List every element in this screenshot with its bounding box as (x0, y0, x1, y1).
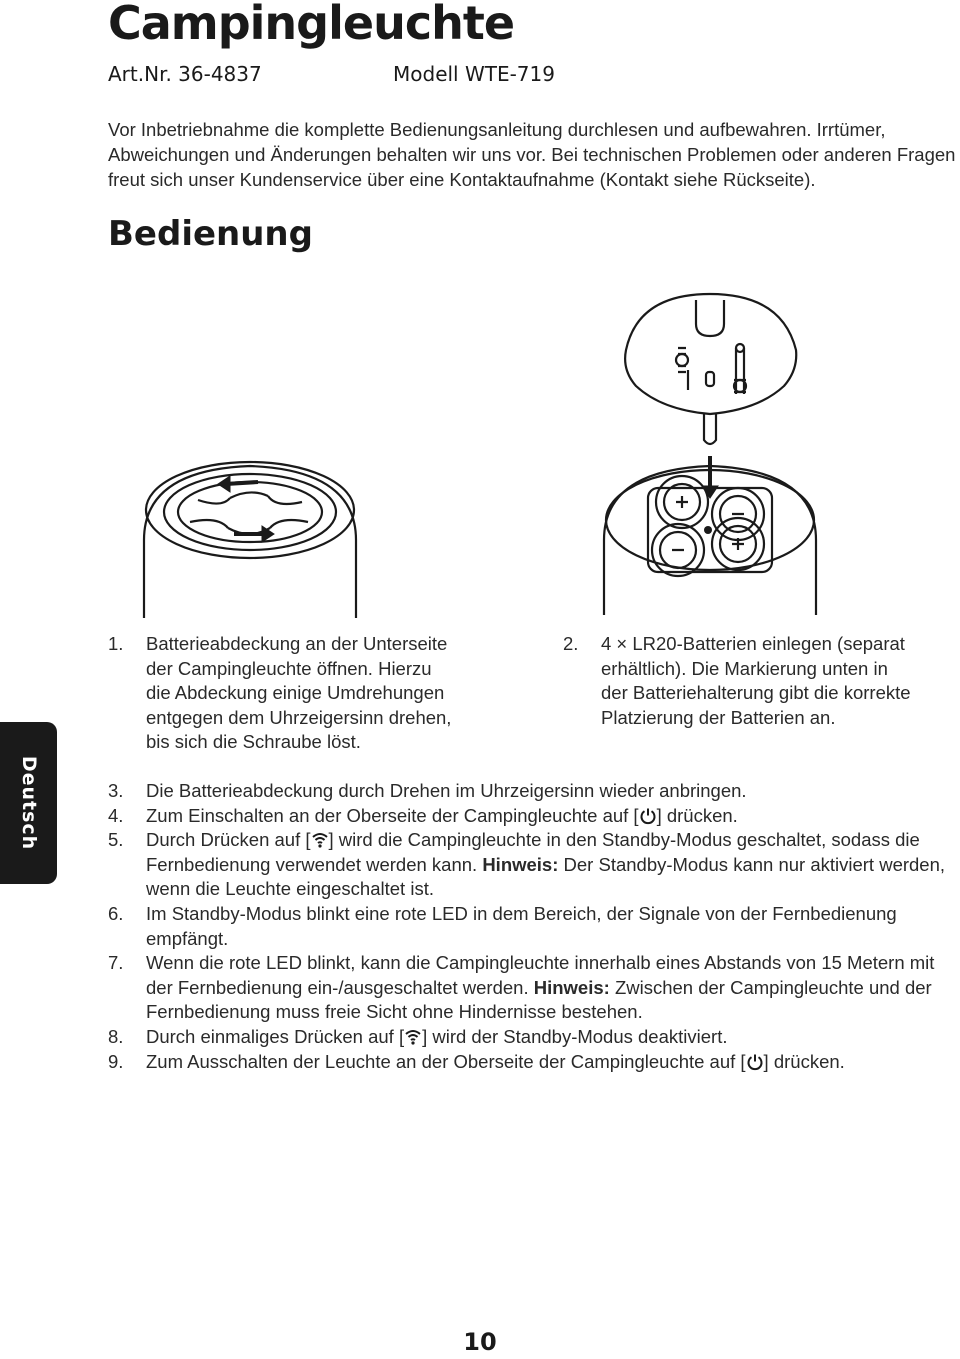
model-number: Modell WTE-719 (393, 62, 555, 86)
language-tab: Deutsch (0, 722, 57, 884)
list-item: 8. Durch einmaliges Drücken auf [ ] wird der Standby-Modus deaktiviert. (108, 1025, 728, 1047)
battery-cover-illustration (138, 448, 363, 618)
standby-wifi-icon (404, 1028, 422, 1046)
power-icon (746, 1053, 764, 1071)
list-item: 4. Zum Einschalten an der Oberseite der Campingleuchte auf [ ] drücken. (108, 804, 738, 826)
section-title: Bedienung (108, 214, 313, 254)
list-item: 3. Die Batterieabdeckung durch Drehen im Uhrzeigersinn wieder anbringen. (108, 780, 747, 801)
article-number: Art.Nr. 36-4837 (108, 62, 262, 86)
arrow-down-icon (702, 456, 718, 498)
standby-wifi-icon (311, 831, 329, 849)
rotate-arrow-icon (218, 476, 274, 542)
page-title: Campingleuchte (108, 0, 515, 50)
list-item: 6. Im Standby-Modus blinkt eine rote LED in dem Bereich, der Signale von der Fernbedienung empfängt. (108, 902, 897, 949)
list-item: 7. Wenn die rote LED blinkt, kann die Campingleuchte innerhalb eines Abstands von 15 Metern mit der Fernbedienung ein-/ausgeschaltet werden. Hinweis: Zwischen der Campingleuchte und der Fernbedienung muss freie Sicht ohne Hindernisse bestehen. (108, 952, 935, 1023)
page-number: 10 (463, 1328, 497, 1356)
list-item: 5. Durch Drücken auf [ ] wird die Campingleuchte in den Standby-Modus geschaltet, sodass die Fernbedienung verwendet werden kann. Hinweis: Der Standby-Modus kann nur aktiviert werden, wenn die Leuchte eingeschaltet ist. (108, 829, 946, 900)
battery-insert-illustration (598, 290, 823, 615)
list-item: 9. Zum Ausschalten der Leuchte an der Oberseite der Campingleuchte auf [ ] drücken. (108, 1050, 845, 1072)
power-icon (639, 807, 657, 825)
instruction-list (108, 779, 958, 1074)
intro-paragraph: Vor Inbetriebnahme die komplette Bedienungsanleitung durchlesen und aufbewahren. Irrtümer, Abweichungen und Änderungen behalten wir uns vor. Bei technischen Problemen oder anderen Fragen freut sich unser Kundenservice über eine Kontaktaufnahme (Kontakt siehe Rückseite). (108, 119, 956, 190)
